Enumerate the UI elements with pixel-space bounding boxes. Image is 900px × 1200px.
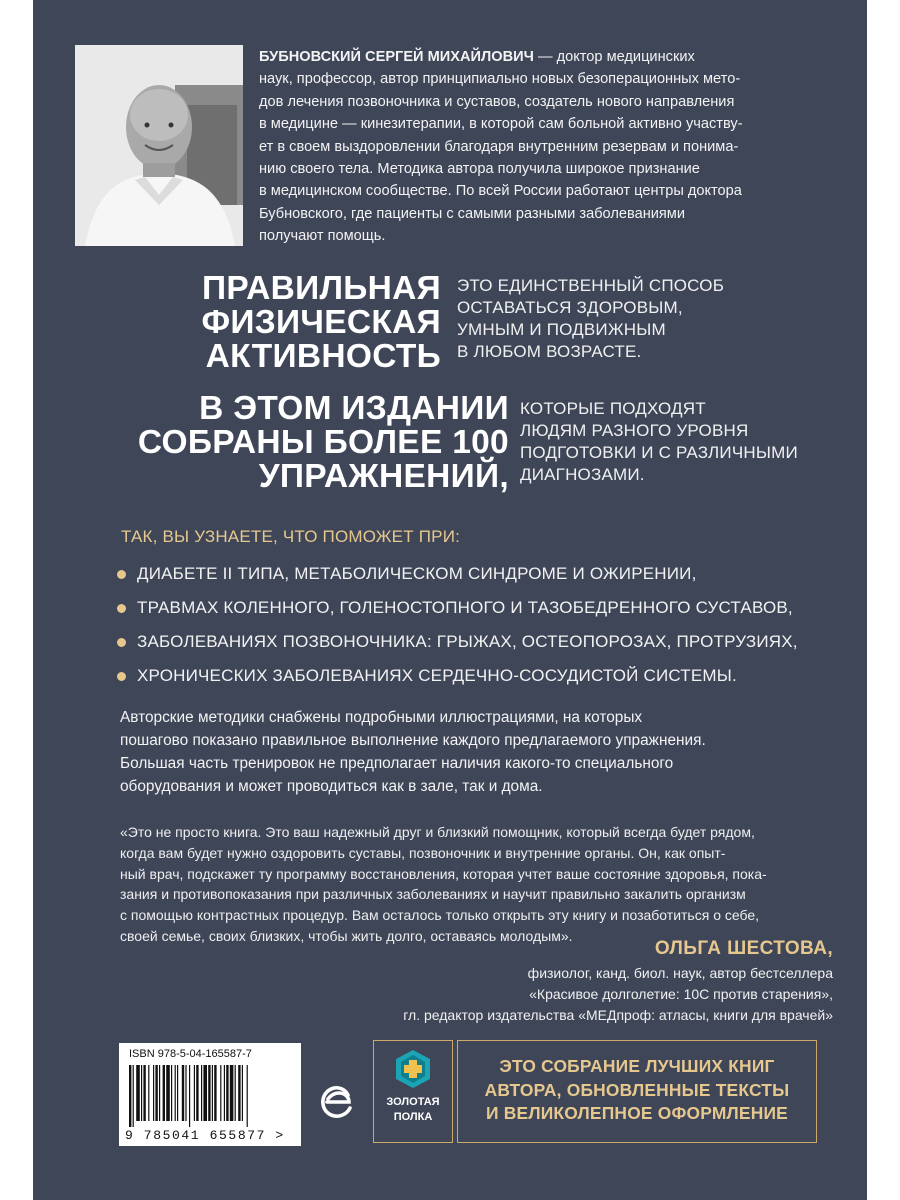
headline-line: СОБРАНЫ БОЛЕЕ 100 [137,424,509,461]
bio-line: в медицинском сообществе. По всей России работают центры доктора [259,183,742,200]
benefits-list [115,563,835,699]
headline-caption [520,398,820,486]
list-item [115,631,835,665]
list-item [115,665,835,699]
quote-line: ный врач, подскажет ту программу восстановления, которая учтет ваше состояние здоровья, пока- [120,865,767,882]
credential-line: гл. редактор издательства «МЕДпроф: атласы, книги для врачей» [403,1006,833,1023]
collection-note-box [457,1040,817,1143]
list-item-text: ДИАБЕТЕ II ТИПА, МЕТАБОЛИЧЕСКОМ СИНДРОМЕ И ОЖИРЕНИИ, [137,564,697,583]
list-item-text: ЗАБОЛЕВАНИЯХ ПОЗВОНОЧНИКА: ГРЫЖАХ, ОСТЕОПОРОЗАХ, ПРОТРУЗИЯХ, [137,632,798,651]
badge-line: ПОЛКА [393,1111,433,1123]
caption-line: КОТОРЫЕ ПОДХОДЯТ [520,399,706,418]
bio-line: Бубновского, где пациенты с самыми разными заболеваниями [259,205,685,222]
barcode-digits: 9 785041 655877 > [125,1128,285,1143]
credential-line: физиолог, канд. биол. наук, автор бестселлера [527,965,833,981]
quote-author-credentials [253,963,833,1025]
golden-shelf-badge [373,1040,453,1143]
author-photo [75,45,243,246]
note-line: АВТОРА, ОБНОВЛЕННЫЕ ТЕКСТЫ [484,1079,790,1100]
bio-line: нию своего тела. Методика автора получила широкое признание [259,161,700,178]
headline-line: ПРАВИЛЬНАЯ [202,270,441,307]
collection-note-text [458,1041,816,1126]
caption-line: ДИАГНОЗАМИ. [520,465,645,484]
quote-line: когда вам будет нужно оздоровить суставы, позвоночник и внутренние органы. Он, как опыт- [120,844,726,861]
bio-line: в медицине — кинезитерапии, в которой сам больной активно участву- [259,116,743,133]
testimonial-quote [120,822,820,947]
credential-line: «Красивое долголетие: 10С против старения», [529,985,833,1002]
author-bio [259,46,829,248]
description-line: оборудования и может проводиться как в зале, так и дома. [120,778,543,795]
badge-line: ЗОЛОТАЯ [386,1096,440,1108]
quote-line: своей семье, своих близких, чтобы жить долго, оставаясь молодым». [120,927,573,944]
bio-line: — доктор медицинских [533,49,695,65]
caption-line: ЭТО ЕДИНСТВЕННЫЙ СПОСОБ [457,276,725,295]
description-line: Большая часть тренировок не предполагает наличия какого-то специального [120,755,674,772]
publisher-logo-icon [318,1083,356,1121]
bio-line: получают помощь. [259,228,386,245]
headline-physical-activity [191,272,441,374]
barcode-bars-icon [129,1065,291,1127]
headline-line: УПРАЖНЕНИЙ, [258,458,509,495]
caption-line: ПОДГОТОВКИ И С РАЗЛИЧНЫМИ [520,443,798,462]
bullet-dot-icon [117,604,126,613]
isbn-barcode [119,1043,301,1146]
description-line: пошагово показано правильное выполнение каждого предлагаемого упражнения. [120,732,706,749]
bio-line: дов лечения позвоночника и суставов, создатель нового направления [259,93,735,110]
quote-author-name: ОЛЬГА ШЕСТОВА, [654,938,833,959]
quote-line: «Это не просто книга. Это ваш надежный друг и близкий помощник, который всегда будет рядом, [120,824,755,840]
book-back-cover [33,0,867,1200]
bullet-dot-icon [117,672,126,681]
description-line: Авторские методики снабжены подробными иллюстрациями, на которых [120,709,643,726]
headline-line: АКТИВНОСТЬ [205,338,441,375]
bio-line: наук, профессор, автор принципиально новых безоперационных мето- [259,71,741,88]
medical-cross-icon [393,1049,433,1089]
badge-text [374,1095,452,1125]
caption-line: УМНЫМ И ПОДВИЖНЫМ [457,320,666,339]
note-line: ЭТО СОБРАНИЕ ЛУЧШИХ КНИГ [499,1056,775,1076]
list-item-text: ХРОНИЧЕСКИХ ЗАБОЛЕВАНИЯХ СЕРДЕЧНО-СОСУДИСТОЙ СИСТЕМЫ. [137,666,737,685]
quote-line: зания и противопоказания при различных заболеваниях и научит правильно закалить организм [120,886,746,903]
headline-exercises [123,392,509,494]
bullet-dot-icon [117,570,126,579]
book-description [120,706,820,798]
quote-line: с помощью контрастных процедур. Вам осталось только открыть эту книгу и позаботиться о себе, [120,907,760,924]
caption-line: ОСТАВАТЬСЯ ЗДОРОВЫМ, [457,298,683,317]
caption-line: ЛЮДЯМ РАЗНОГО УРОВНЯ [520,421,749,440]
headline-line: В ЭТОМ ИЗДАНИИ [199,390,509,427]
note-line: И ВЕЛИКОЛЕПНОЕ ОФОРМЛЕНИЕ [486,1103,788,1123]
headline-caption [457,275,787,363]
headline-line: ФИЗИЧЕСКАЯ [201,304,441,341]
benefits-intro: ТАК, ВЫ УЗНАЕТЕ, ЧТО ПОМОЖЕТ ПРИ: [121,527,461,546]
list-item [115,563,835,597]
isbn-label: ISBN 978-5-04-165587-7 [129,1048,252,1060]
author-name: БУБНОВСКИЙ СЕРГЕЙ МИХАЙЛОВИЧ [259,49,534,65]
list-item [115,597,835,631]
list-item-text: ТРАВМАХ КОЛЕННОГО, ГОЛЕНОСТОПНОГО И ТАЗОБЕДРЕННОГО СУСТАВОВ, [137,598,793,617]
bio-line: ет в своем выздоровлении благодаря внутренним резервам и понима- [259,138,739,155]
caption-line: В ЛЮБОМ ВОЗРАСТЕ. [457,342,642,361]
bullet-dot-icon [117,638,126,647]
